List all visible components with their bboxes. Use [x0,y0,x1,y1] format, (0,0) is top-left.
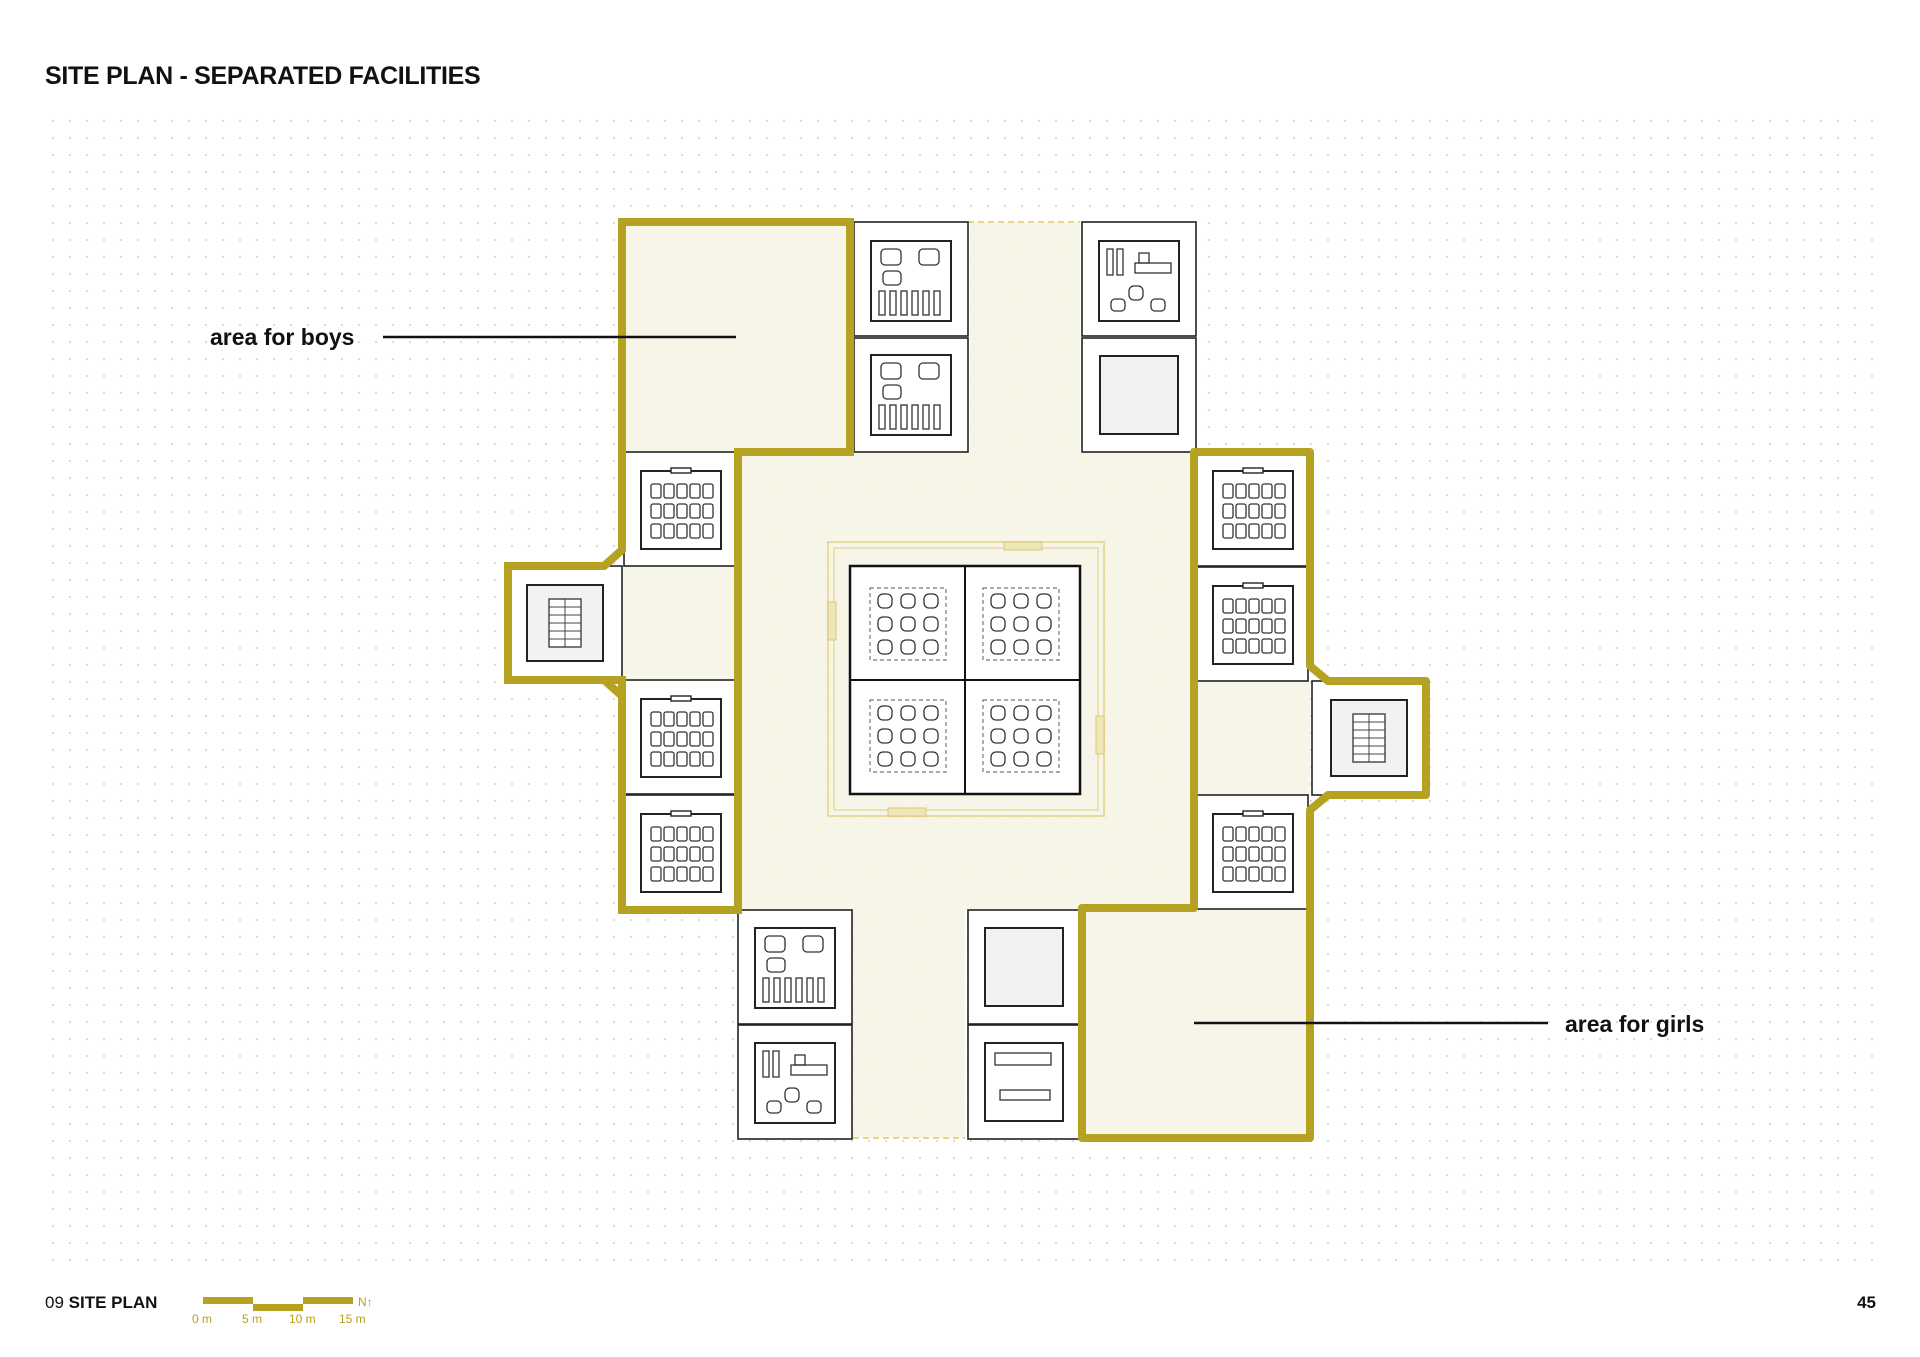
section-number: 09 [45,1293,64,1312]
label-area-for-boys: area for boys [210,324,355,350]
label-area-for-girls: area for girls [1565,1011,1705,1037]
scale-tick-10: 10 m [289,1312,316,1326]
footer-section-label [45,1293,157,1313]
scale-bar [192,1295,373,1326]
north-arrow-icon: N↑ [358,1295,373,1309]
scale-tick-0: 0 m [192,1312,213,1326]
section-title: SITE PLAN [68,1293,158,1312]
scale-tick-15: 15 m [339,1312,366,1326]
page-title: SITE PLAN - SEPARATED FACILITIES [45,62,481,90]
scale-tick-5: 5 m [242,1312,263,1326]
page-number: 45 [1857,1293,1876,1312]
central-hall [828,542,1104,816]
